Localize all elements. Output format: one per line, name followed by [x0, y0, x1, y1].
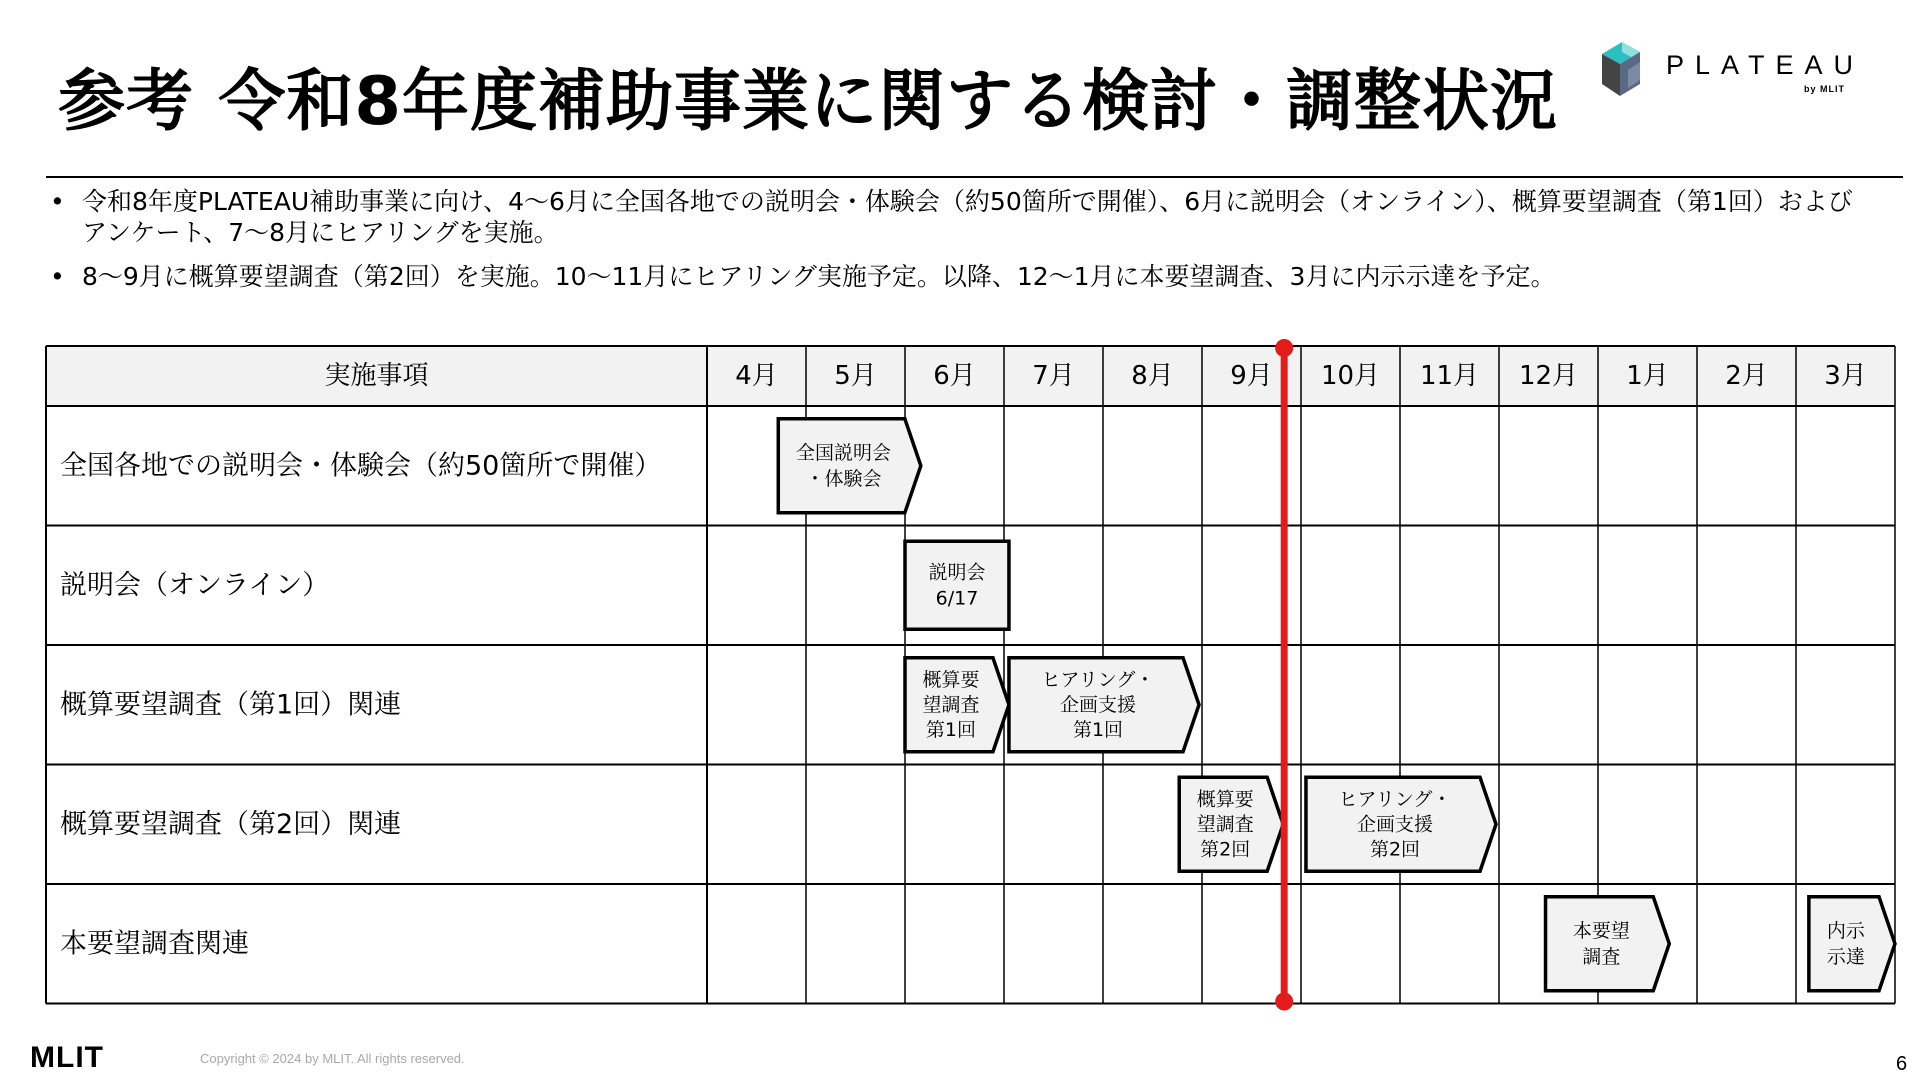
- schedule-bar-label: 概算要: [1196, 788, 1254, 811]
- mlit-logo: MLIT: [30, 1041, 104, 1074]
- schedule-bar-label: 望調査: [1196, 813, 1254, 836]
- row-label: 説明会（オンライン）: [60, 569, 330, 601]
- schedule-bar-label: 本要望: [1572, 919, 1630, 942]
- month-header: 2月: [1725, 361, 1768, 391]
- month-header: 1月: [1626, 361, 1669, 391]
- page-number: 6: [1896, 1053, 1908, 1075]
- schedule-arrow: [1546, 897, 1670, 991]
- month-header: 3月: [1824, 361, 1867, 391]
- plateau-logo-sub: by MLIT: [1804, 84, 1845, 94]
- schedule-bar-label: ヒアリング・: [1041, 668, 1155, 691]
- schedule-bar-label: 第1回: [1072, 718, 1124, 741]
- schedule-bar-label: 望調査: [922, 693, 980, 716]
- plateau-logo-text: PLATEAU: [1666, 50, 1865, 80]
- schedule-bar-label: 説明会: [928, 561, 986, 584]
- row-label: 本要望調査関連: [60, 928, 249, 960]
- month-header: 8月: [1131, 361, 1174, 391]
- schedule-bar-label: 概算要: [922, 668, 980, 691]
- schedule-bar-label: 第2回: [1369, 838, 1421, 861]
- current-marker-top-dot: [1275, 339, 1293, 357]
- schedule-arrow: [1809, 897, 1895, 991]
- schedule-bar-label: 示達: [1826, 945, 1865, 968]
- schedule-bar-label: 6/17: [935, 587, 979, 610]
- schedule-bar-label: 第2回: [1200, 838, 1251, 861]
- schedule-bar-label: 企画支援: [1356, 813, 1433, 836]
- schedule-bar-label: 全国説明会: [796, 441, 892, 464]
- current-marker-bottom-dot: [1275, 993, 1293, 1011]
- month-header: 12月: [1518, 361, 1579, 391]
- copyright-text: Copyright © 2024 by MLIT. All rights reserved.: [200, 1051, 465, 1066]
- page-title: 参考 令和8年度補助事業に関する検討・調整状況: [58, 62, 1558, 140]
- schedule-box: [905, 541, 1009, 629]
- schedule-bar-label: ヒアリング・: [1338, 788, 1452, 811]
- month-header: 5月: [834, 361, 877, 391]
- schedule-bar-label: 調査: [1582, 945, 1621, 968]
- bullet-item: • 8～9月に概算要望調査（第2回）を実施。10～11月にヒアリング実施予定。以降、12～1月に本要望調査、3月に内示示達を予定。: [46, 261, 1876, 292]
- schedule-bar-label: 第1回: [925, 718, 977, 741]
- schedule-bar-label: 企画支援: [1059, 693, 1136, 716]
- row-label: 全国各地での説明会・体験会（約50箇所で開催）: [60, 450, 662, 482]
- schedule-bar-label: ・体験会: [805, 467, 882, 490]
- month-header: 10月: [1320, 361, 1381, 391]
- row-label: 概算要望調査（第1回）関連: [60, 689, 402, 721]
- month-header: 4月: [735, 361, 778, 391]
- month-header: 11月: [1419, 361, 1480, 391]
- month-header: 6月: [933, 361, 976, 391]
- month-header: 9月: [1230, 361, 1273, 391]
- schedule-bar-label: 内示: [1826, 919, 1865, 942]
- month-header: 7月: [1032, 361, 1075, 391]
- schedule-arrow: [778, 419, 921, 513]
- row-label: 概算要望調査（第2回）関連: [60, 808, 402, 840]
- gantt-header-label: 実施事項: [324, 361, 429, 391]
- bullet-item: • 令和8年度PLATEAU補助事業に向け、4～6月に全国各地での説明会・体験会（約50箇所で開催）、6月に説明会（オンライン）、概算要望調査（第1回）およびアンケート、7～8月にヒアリングを実施。: [46, 186, 1876, 248]
